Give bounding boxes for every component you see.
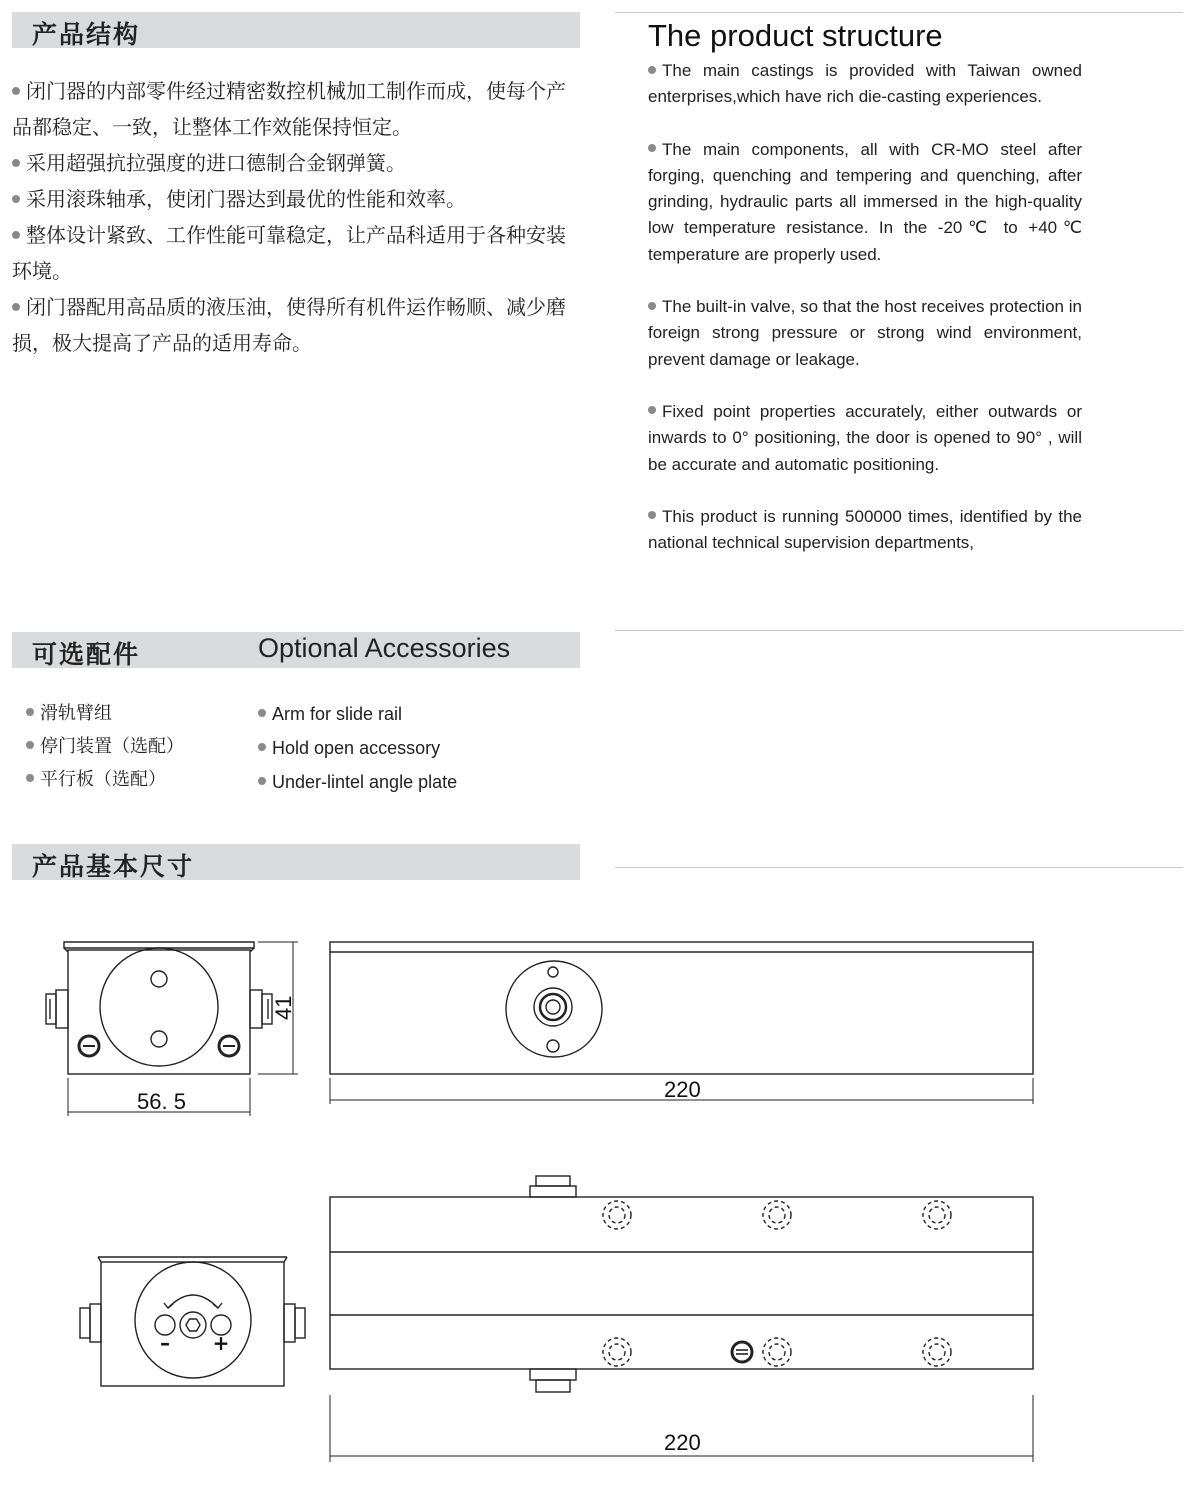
bottom-length-label: 220	[664, 1430, 701, 1455]
structure-en-item: The main castings is provided with Taiwan owned enterprises,which have rich die-casting experiences.	[648, 61, 1082, 107]
structure-en-item: Fixed point properties accurately, either outwards or inwards to 0° positioning, the door is opened to 90° , will be accurate and automatic positioning.	[648, 401, 1082, 474]
side-width-label: 56. 5	[137, 1089, 186, 1114]
accessories-en-title: Optional Accessories	[258, 633, 511, 663]
structure-cn-item: 整体设计紧致、工作性能可靠稳定，让产品科适用于各种安装环境。	[12, 223, 566, 283]
accessory-cn-item: 滑轨臂组	[26, 697, 184, 730]
accessory-cn-item: 停门装置（选配）	[26, 730, 184, 763]
adjust-minus-label: –	[160, 1331, 170, 1355]
structure-en-title: The product structure	[648, 18, 943, 53]
accessory-en-item: Hold open accessory	[258, 731, 457, 765]
structure-cn-item: 闭门器配用高品质的液压油，使得所有机件运作畅顺、减少磨损，极大提高了产品的适用寿命。	[12, 295, 566, 355]
side-height-label: 41	[271, 995, 296, 1020]
structure-en-item: The built-in valve, so that the host receives protection in foreign strong pressure or strong wind environment, prevent damage or leakage.	[648, 297, 1082, 369]
structure-en-item: This product is running 500000 times, identified by the national technical supervision departments,	[648, 506, 1082, 553]
structure-cn-item: 采用超强抗拉强度的进口德制合金钢弹簧。	[12, 145, 582, 181]
front-length-label: 220	[664, 1077, 701, 1102]
structure-cn-title: 产品结构	[32, 20, 141, 49]
bottom-view-drawing	[330, 1176, 1033, 1462]
adjust-plus-label: +	[212, 1331, 230, 1355]
structure-cn-item: 闭门器的内部零件经过精密数控机械加工制作而成，使每个产品都稳定、一致，让整体工作效能保持恒定。	[12, 79, 566, 139]
structure-cn-item: 采用滚珠轴承，使闭门器达到最优的性能和效率。	[12, 181, 582, 217]
structure-en-item: The main components, all with CR-MO steel after forging, quenching and tempering and quenching, after grinding, hydraulic parts all immersed in the high-quality low temperature resistance. In the -20℃ to +40℃ temperature are properly used.	[648, 139, 1082, 264]
accessory-en-item: Arm for slide rail	[258, 697, 457, 731]
accessory-cn-item: 平行板（选配）	[26, 763, 184, 796]
adjuster-view-drawing	[80, 1257, 305, 1386]
dimensions-cn-title: 产品基本尺寸	[32, 852, 195, 881]
accessories-cn-title: 可选配件	[32, 640, 141, 669]
accessory-en-item: Under-lintel angle plate	[258, 765, 457, 799]
